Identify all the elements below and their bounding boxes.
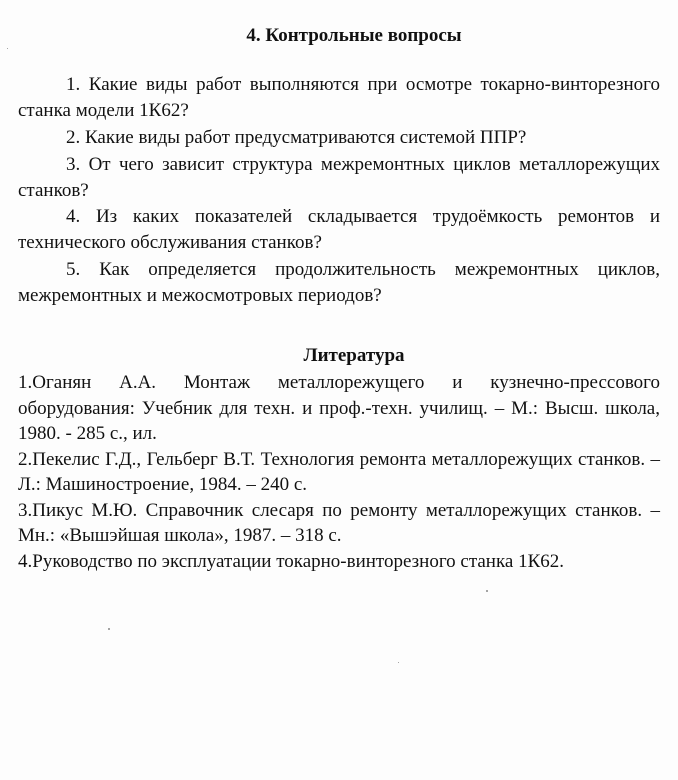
question-item: 3. От чего зависит структура межремонтных циклов металлорежущих станков? [18, 153, 660, 201]
reference-item: 2.Пекелис Г.Д., Гельберг В.Т. Технология ремонта металлорежущих станков. – Л.: Машиностроение, 1984. – 240 с. [18, 448, 660, 495]
reference-item: 1.Оганян А.А. Монтаж металлорежущего и кузнечно-прессового оборудования: Учебник для техн. и проф.-техн. училищ. – М.: Высш. школа, 1980. - 285 с., ил. [18, 372, 660, 444]
section-title: 4. Контрольные вопросы [246, 25, 462, 46]
scan-speck [398, 662, 399, 663]
questions-list [18, 72, 660, 310]
question-item: 4. Из каких показателей складывается трудоёмкость ремонтов и технического обслуживания станков? [18, 206, 660, 254]
reference-item: 4.Руководство по эксплуатации токарно-винторезного станка 1К62. [18, 550, 565, 572]
reference-item: 3.Пикус М.Ю. Справочник слесаря по ремонту металлорежущих станков. – Мн.: «Вышэйшая школа», 1987. – 318 с. [18, 499, 660, 546]
question-item: 1. Какие виды работ выполняются при осмотре токарно-винторезного станка модели 1К62? [18, 74, 660, 121]
scan-speck [7, 48, 8, 49]
scan-speck [486, 590, 488, 592]
question-item: 2. Какие виды работ предусматриваются системой ППР? [66, 126, 527, 148]
question-item: 5. Как определяется продолжительность межремонтных циклов, межремонтных и межосмотровых периодов? [18, 259, 660, 307]
references-list [18, 370, 660, 574]
literature-title: Литература [303, 345, 405, 366]
scan-speck [108, 628, 110, 630]
